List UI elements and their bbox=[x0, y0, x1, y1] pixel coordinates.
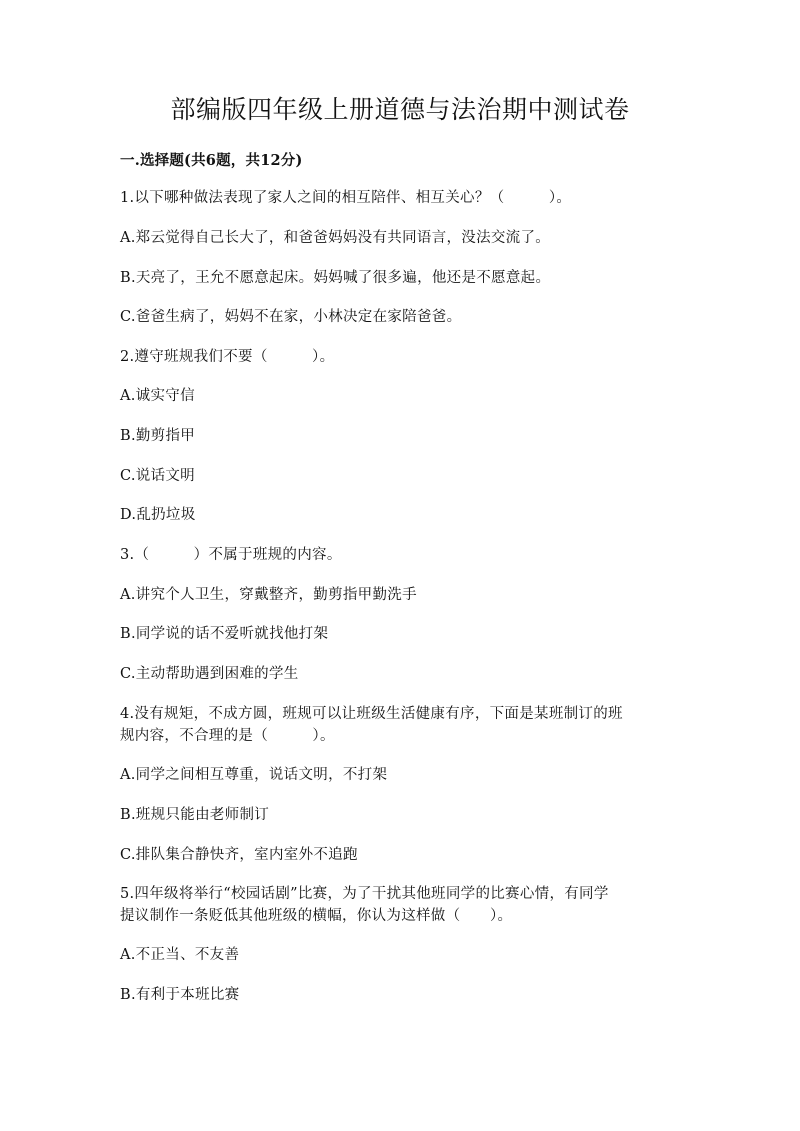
question-3-option-b: B.同学说的话不爱听就找他打架 bbox=[120, 626, 329, 642]
question-3-option-a: A.讲究个人卫生，穿戴整齐，勤剪指甲勤洗手 bbox=[120, 587, 417, 603]
exam-title: 部编版四年级上册道德与法治期中测试卷 bbox=[170, 95, 630, 124]
question-5-stem-line-2: 提议制作一条贬低其他班级的横幅，你认为这样做（ ）。 bbox=[120, 908, 513, 924]
question-1-option-a: A.郑云觉得自己长大了，和爸爸妈妈没有共同语言，没法交流了。 bbox=[120, 230, 551, 246]
question-4-option-a: A.同学之间相互尊重，说话文明，不打架 bbox=[120, 767, 388, 783]
question-2-option-a: A.诚实守信 bbox=[120, 388, 195, 404]
question-5-option-b: B.有利于本班比赛 bbox=[120, 987, 240, 1003]
question-3-stem: 3.（ ）不属于班规的内容。 bbox=[120, 547, 342, 563]
section-heading: 一.选择题(共6题，共12分) bbox=[120, 152, 303, 169]
question-3-option-c: C.主动帮助遇到困难的学生 bbox=[120, 666, 299, 682]
question-1-option-c: C.爸爸生病了，妈妈不在家，小林决定在家陪爸爸。 bbox=[120, 309, 462, 325]
question-1-option-b: B.天亮了，王允不愿意起床。妈妈喊了很多遍，他还是不愿意起。 bbox=[120, 270, 551, 286]
question-4-option-b: B.班规只能由老师制订 bbox=[120, 807, 270, 823]
question-5-stem-line-1: 5.四年级将举行“校园话剧”比赛，为了干扰其他班同学的比赛心情，有同学 bbox=[120, 886, 609, 902]
question-4-option-c: C.排队集合静快齐，室内室外不追跑 bbox=[120, 847, 358, 863]
question-4-stem-line-2: 规内容，不合理的是（ ）。 bbox=[120, 728, 335, 744]
question-2-option-c: C.说话文明 bbox=[120, 468, 195, 484]
question-2-option-d: D.乱扔垃圾 bbox=[120, 507, 196, 523]
question-2-stem: 2.遵守班规我们不要（ ）。 bbox=[120, 349, 335, 365]
question-5-option-a: A.不正当、不友善 bbox=[120, 947, 240, 963]
question-1-stem: 1.以下哪种做法表现了家人之间的相互陪伴、相互关心？（ ）。 bbox=[120, 190, 572, 206]
question-4-stem-line-1: 4.没有规矩，不成方圆，班规可以让班级生活健康有序，下面是某班制订的班 bbox=[120, 706, 623, 722]
question-2-option-b: B.勤剪指甲 bbox=[120, 428, 196, 444]
